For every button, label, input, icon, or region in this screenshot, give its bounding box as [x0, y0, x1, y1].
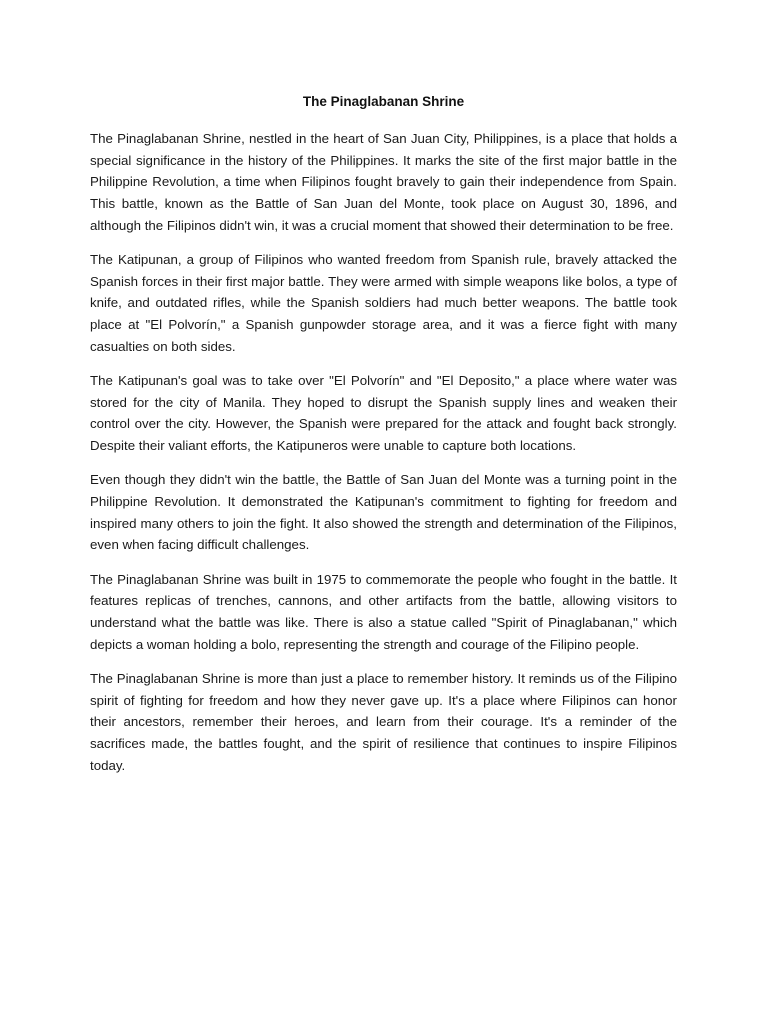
paragraph-6: The Pinaglabanan Shrine is more than just a place to remember history. It reminds us of the Filipino spirit of fighting for freedom and how they never gave up. It's a place where Filipinos can honor their ancestors, remember their heroes, and learn from their courage. It's a reminder of the sacrifices made, the battles fought, and the spirit of resilience that continues to inspire Filipinos today. — [90, 670, 677, 773]
paragraph-4: Even though they didn't win the battle, the Battle of San Juan del Monte was a turning point in the Philippine Revolution. It demonstrated the Katipunan's commitment to fighting for freedom and inspired many others to join the fight. It also showed the strength and determination of the Filipinos, even when facing difficult challenges. — [90, 472, 677, 553]
document-title: The Pinaglabanan Shrine — [302, 94, 465, 109]
paragraph-3: The Katipunan's goal was to take over "El Polvorín" and "El Deposito," a place where water was stored for the city of Manila. They hoped to disrupt the Spanish supply lines and weaken their control over the city. However, the Spanish were prepared for the attack and fought back strongly. Despite their valiant efforts, the Katipuneros were unable to capture both locations. — [90, 373, 677, 454]
paragraph-2: The Katipunan, a group of Filipinos who wanted freedom from Spanish rule, bravely attacked the Spanish forces in their first major battle. They were armed with simple weapons like bolos, a type of knife, and outdated rifles, while the Spanish soldiers had much better weapons. The battle took place at "El Polvorín," a Spanish gunpowder storage area, and it was a fierce fight with many casualties on both sides. — [90, 252, 677, 354]
document-body — [90, 92, 677, 789]
paragraph-5: The Pinaglabanan Shrine was built in 1975 to commemorate the people who fought in the battle. It features replicas of trenches, cannons, and other artifacts from the battle, allowing visitors to understand what the battle was like. There is also a statue called "Spirit of Pinaglabanan," which depicts a woman holding a bolo, representing the strength and courage of the Filipino people. — [90, 571, 677, 652]
paragraph-1: The Pinaglabanan Shrine, nestled in the heart of San Juan City, Philippines, is a place that holds a special significance in the history of the Philippines. It marks the site of the first major battle in the Philippine Revolution, a time when Filipinos fought bravely to gain their independence from Spain. This battle, known as the Battle of San Juan del Monte, took place on August 30, 1896, and although the Filipinos didn't win, it was a crucial moment that showed their determination to be free. — [90, 131, 677, 233]
